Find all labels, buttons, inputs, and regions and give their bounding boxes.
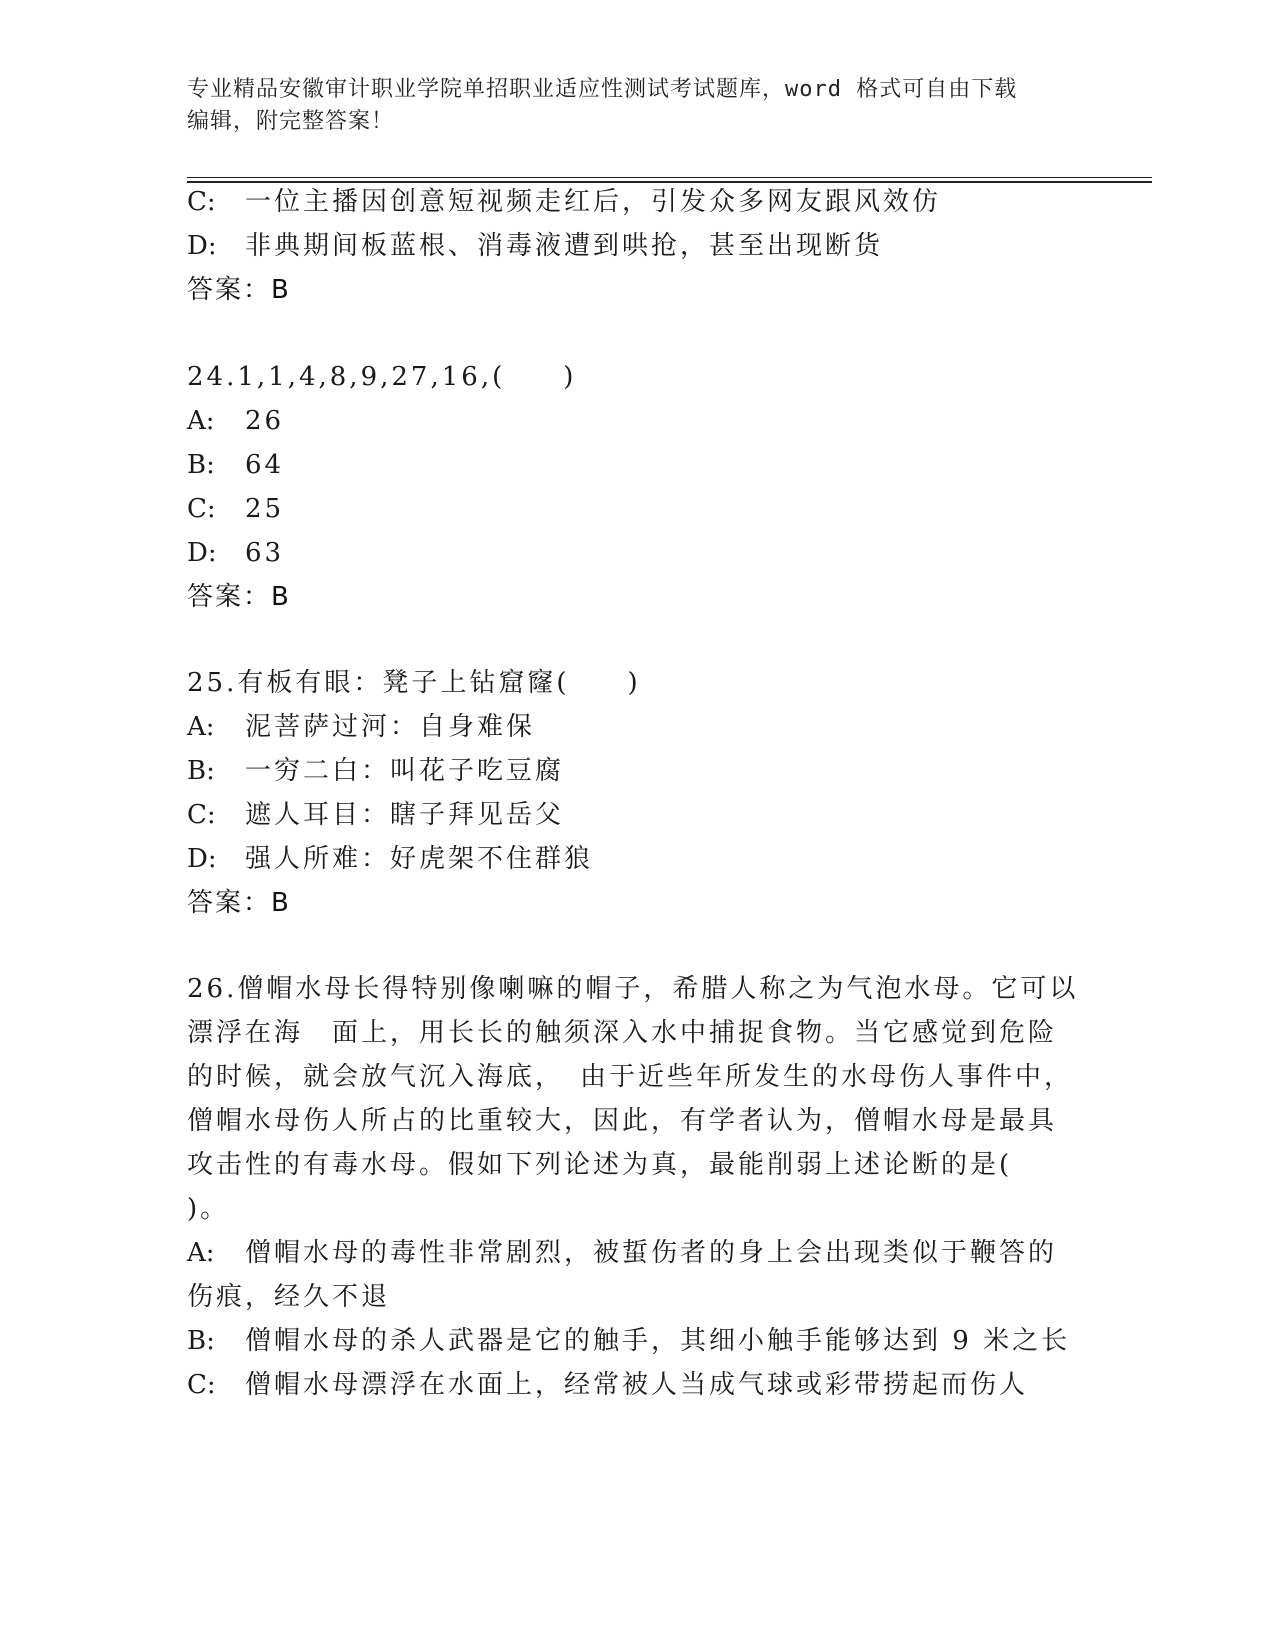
q24-option-a bbox=[187, 406, 284, 436]
q25-stem: 25.有板有眼：凳子上钻窟窿( ) bbox=[187, 668, 641, 698]
q23-option-c-label: C: bbox=[187, 187, 216, 217]
q25-option-a bbox=[187, 712, 535, 742]
q24-option-b-text: 64 bbox=[245, 450, 285, 480]
q26-option-a bbox=[187, 1238, 1057, 1268]
q26-option-b-label: B: bbox=[187, 1326, 215, 1356]
q25-option-a-text: 泥菩萨过河：自身难保 bbox=[245, 712, 536, 742]
q25-option-c-text: 遮人耳目：瞎子拜见岳父 bbox=[245, 800, 565, 830]
q23-option-d bbox=[187, 231, 883, 261]
q24-option-b-label: B: bbox=[187, 450, 215, 480]
q23-option-c bbox=[187, 187, 941, 217]
q24-option-c-text: 25 bbox=[245, 494, 285, 524]
q26-option-b-text: 僧帽水母的杀人武器是它的触手，其细小触手能够达到 9 米之长 bbox=[245, 1326, 1071, 1356]
q26-stem-line-6: )。 bbox=[187, 1194, 230, 1224]
q26-stem-line-5: 攻击性的有毒水母。假如下列论述为真，最能削弱上述论断的是( bbox=[187, 1150, 1013, 1180]
q26-option-a-text: 僧帽水母的毒性非常剧烈，被蜇伤者的身上会出现类似于鞭答的 bbox=[245, 1238, 1058, 1268]
q26-stem-line-4: 僧帽水母伤人所占的比重较大，因此，有学者认为，僧帽水母是最具 bbox=[187, 1106, 1058, 1136]
header-line-2: 编辑，附完整答案！ bbox=[187, 109, 395, 134]
q25-answer: 答案：B bbox=[187, 888, 291, 918]
q24-option-a-text: 26 bbox=[245, 406, 285, 436]
q26-stem-line-1: 26.僧帽水母长得特别像喇嘛的帽子，希腊人称之为气泡水母。它可以 bbox=[187, 974, 1079, 1004]
header-divider-thin bbox=[187, 177, 1152, 178]
document-header bbox=[187, 74, 1067, 138]
q25-option-b bbox=[187, 756, 564, 786]
q24-option-d-label: D: bbox=[187, 538, 217, 568]
q25-option-c-label: C: bbox=[187, 800, 216, 830]
q24-answer: 答案：B bbox=[187, 582, 291, 612]
q25-option-d bbox=[187, 844, 593, 874]
q26-option-a-continued: 伤痕，经久不退 bbox=[187, 1282, 391, 1312]
q25-option-b-text: 一穷二白：叫花子吃豆腐 bbox=[245, 756, 565, 786]
q25-option-c bbox=[187, 800, 564, 830]
q23-option-d-label: D: bbox=[187, 231, 217, 261]
q24-option-d bbox=[187, 538, 284, 568]
q26-stem-line-3: 的时候，就会放气沉入海底， 由于近些年所发生的水母伤人事件中， bbox=[187, 1062, 1074, 1092]
q24-option-d-text: 63 bbox=[245, 538, 285, 568]
q23-option-c-text: 一位主播因创意短视频走红后，引发众多网友跟风效仿 bbox=[245, 187, 942, 217]
q25-option-a-label: A: bbox=[187, 712, 215, 742]
q23-option-d-text: 非典期间板蓝根、消毒液遭到哄抢，甚至出现断货 bbox=[245, 231, 884, 261]
q24-option-c bbox=[187, 494, 284, 524]
q24-option-a-label: A: bbox=[187, 406, 215, 436]
q26-option-a-label: A: bbox=[187, 1238, 215, 1268]
q23-answer: 答案：B bbox=[187, 275, 291, 305]
q26-stem-line-2: 漂浮在海 面上，用长长的触须深入水中捕捉食物。当它感觉到危险 bbox=[187, 1018, 1058, 1048]
header-line-1: 专业精品安徽审计职业学院单招职业适应性测试考试题库，word 格式可自由下载 bbox=[187, 77, 1018, 102]
q26-option-c-text: 僧帽水母漂浮在水面上，经常被人当成气球或彩带捞起而伤人 bbox=[245, 1370, 1029, 1400]
q24-stem: 24.1,1,4,8,9,27,16,( ) bbox=[187, 362, 577, 392]
q25-option-d-label: D: bbox=[187, 844, 217, 874]
q25-option-b-label: B: bbox=[187, 756, 215, 786]
q24-option-c-label: C: bbox=[187, 494, 216, 524]
q25-option-d-text: 强人所难：好虎架不住群狼 bbox=[245, 844, 594, 874]
header-divider-thick bbox=[187, 181, 1152, 183]
q26-option-c bbox=[187, 1370, 1028, 1400]
q26-option-b bbox=[187, 1326, 1070, 1356]
q26-option-c-label: C: bbox=[187, 1370, 216, 1400]
q24-option-b bbox=[187, 450, 284, 480]
